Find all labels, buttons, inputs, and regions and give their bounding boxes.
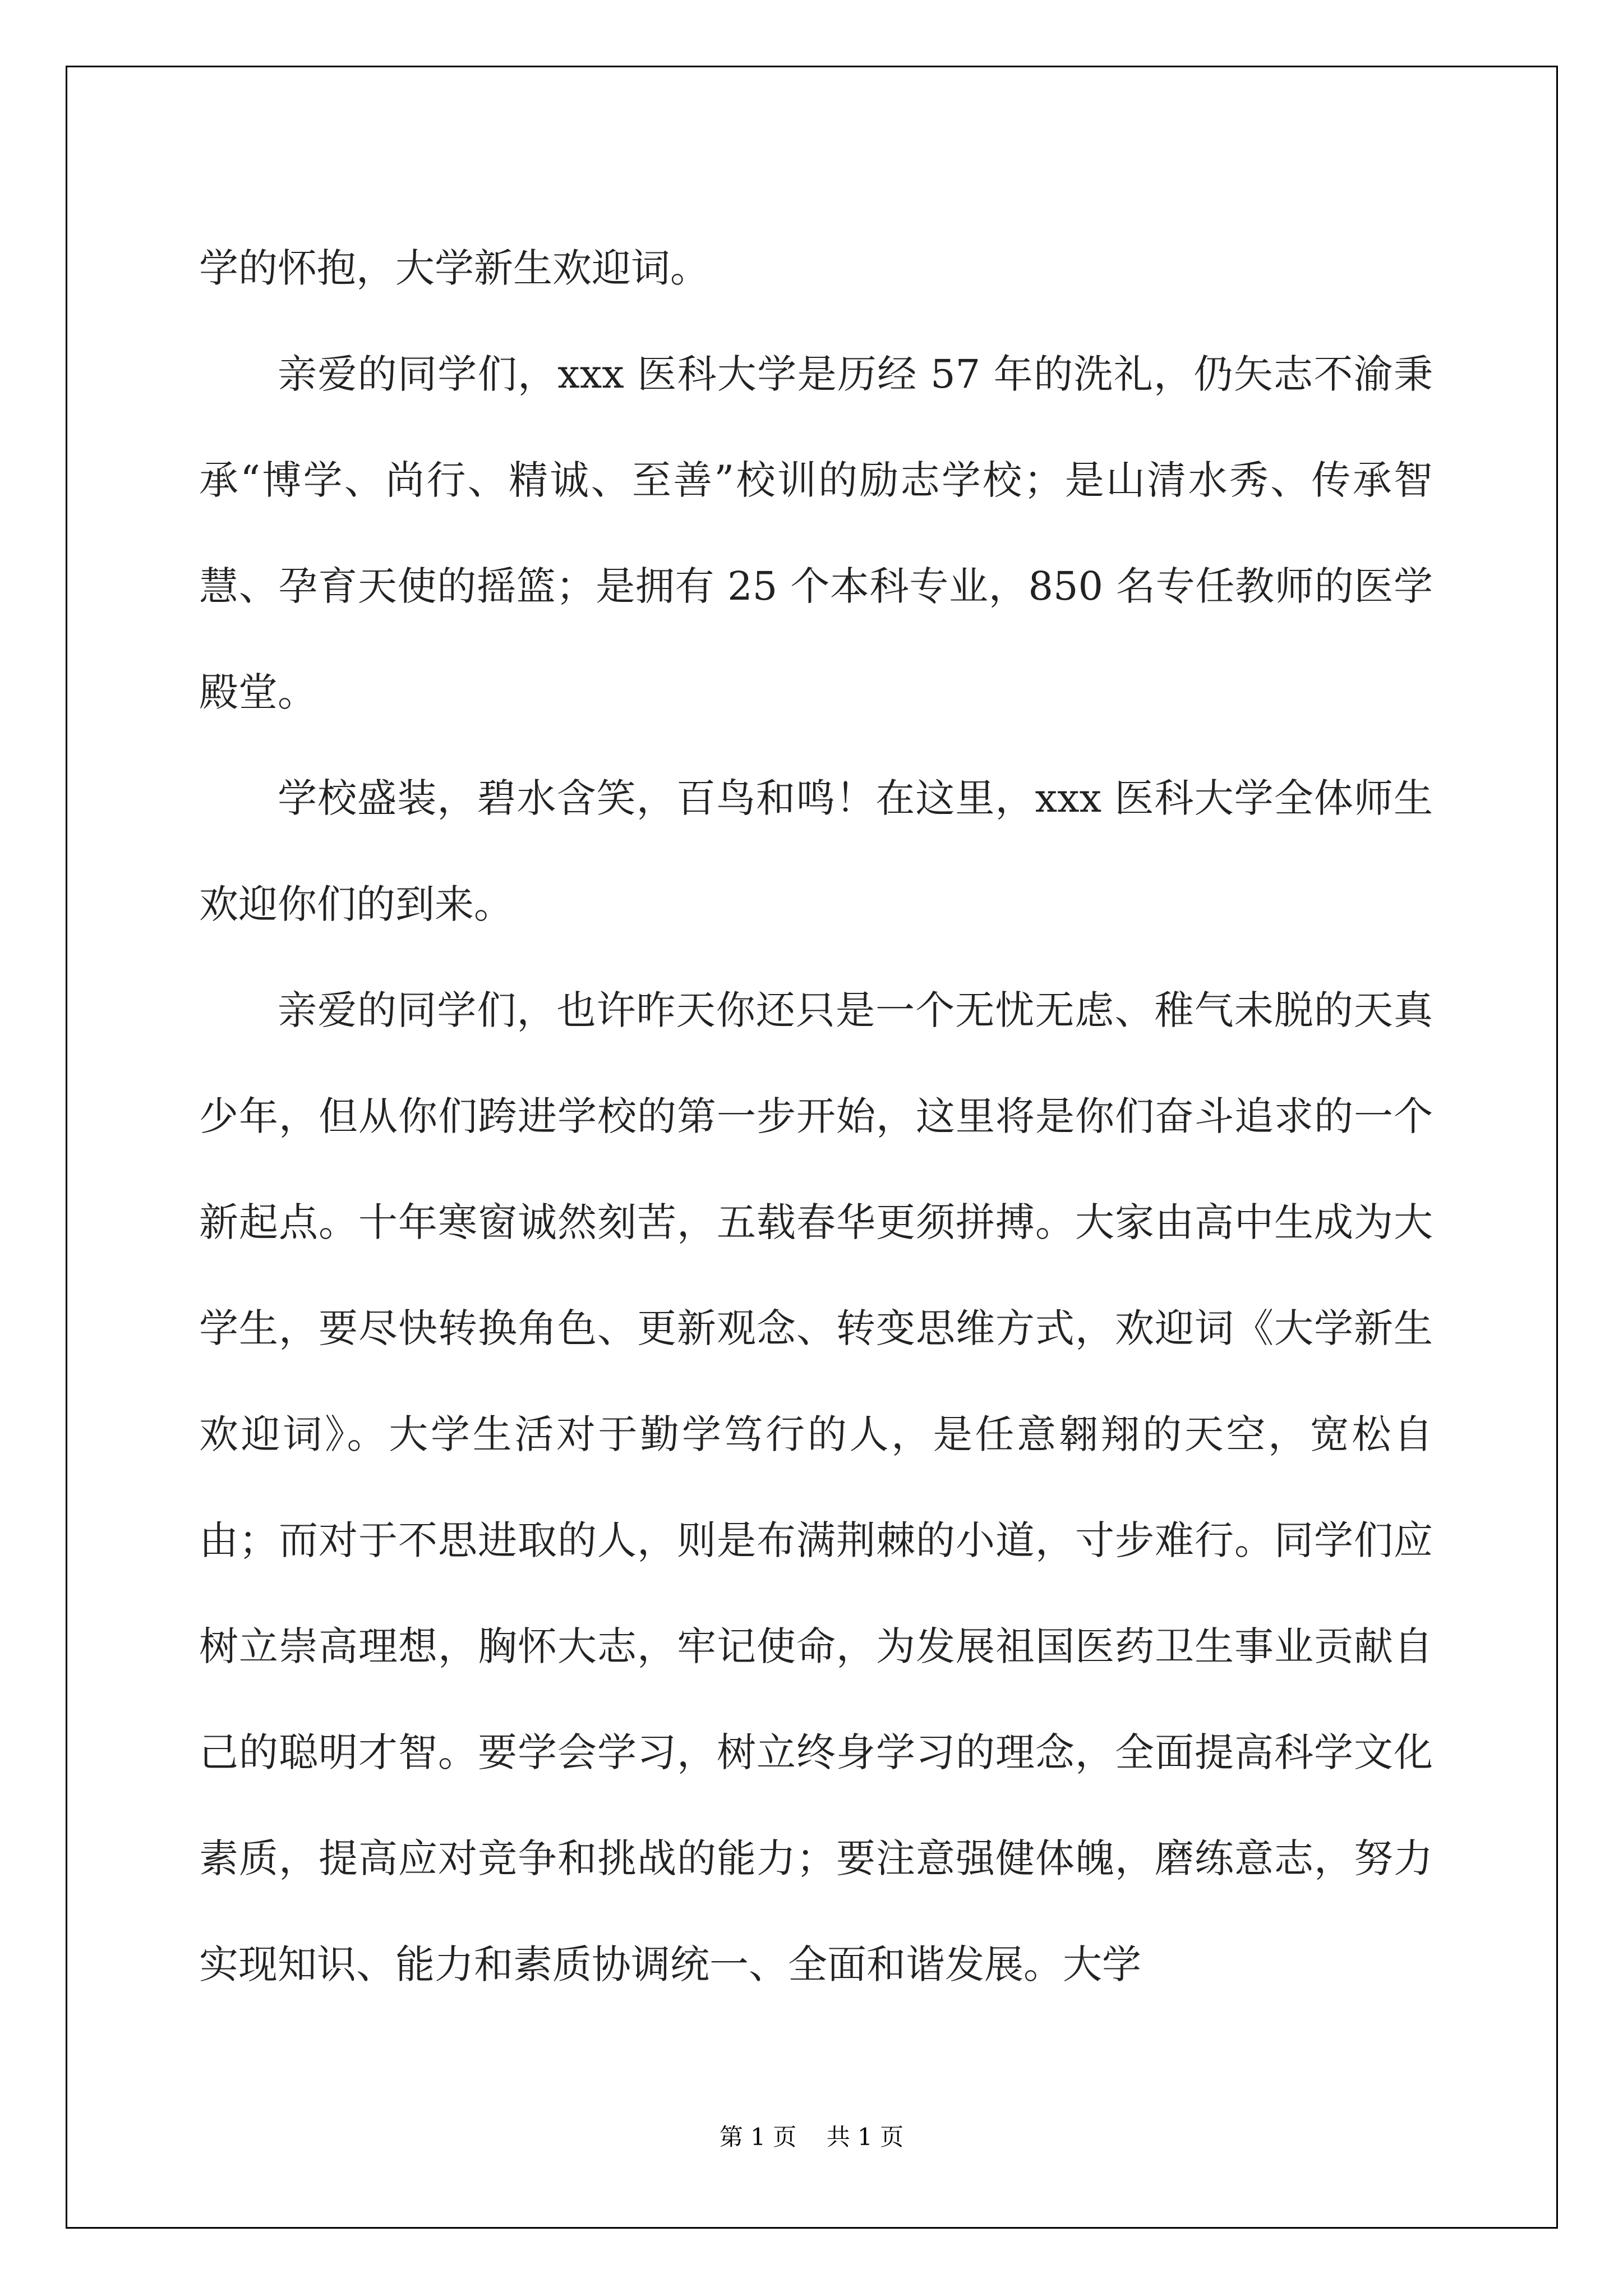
paragraph-4: 亲爱的同学们，也许昨天你还只是一个无忧无虑、稚气未脱的天真少年，但从你们跨进学校的第一步开始，这里将是你们奋斗追求的一个新起点。十年寒窗诚然刻苦，五载春华更须拼搏。大家由高中生成为大学生，要尽快转换角色、更新观念、转变思维方式，欢迎词《大学新生欢迎词》。大学生活对于勤学笃行的人，是任意翱翔的天空，宽松自由；而对于不思进取的人，则是布满荆棘的小道，寸步难行。同学们应树立崇高理想，胸怀大志，牢记使命，为发展祖国医药卫生事业贡献自己的聪明才智。要学会学习，树立终身学习的理念，全面提高科学文化素质，提高应对竞争和挑战的能力；要注意强健体魄，磨练意志，努力实现知识、能力和素质协调统一、全面和谐发展。大学 bbox=[199, 987, 1433, 1987]
document-body bbox=[199, 215, 1433, 2018]
page-number-footer: 第 1 页 共 1 页 bbox=[719, 2123, 904, 2151]
paragraph-2: 亲爱的同学们，xxx 医科大学是历经 57 年的洗礼，仍矢志不渝秉承“博学、尚行、精诚、至善”校训的励志学校；是山清水秀、传承智慧、孕育天使的摇篮；是拥有 25 个本科专业，850 名专任教师的医学殿堂。 bbox=[199, 351, 1433, 715]
paragraph-1: 学的怀抱，大学新生欢迎词。 bbox=[199, 245, 709, 291]
paragraph-3: 学校盛装，碧水含笑，百鸟和鸣！在这里，xxx 医科大学全体师生欢迎你们的到来。 bbox=[199, 775, 1433, 927]
